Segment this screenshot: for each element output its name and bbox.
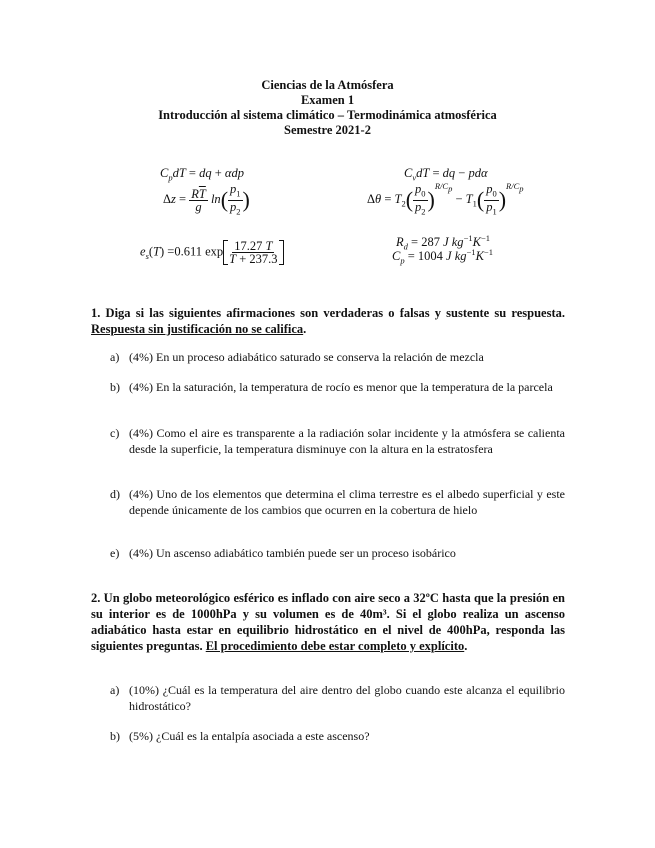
question-1-item-b — [110, 379, 565, 395]
item-text: (4%) Como el aire es transparente a la radiación solar incidente y la atmósfera se calienta desde la superficie, la temperatura disminuye con la altura en la estratosfera — [129, 426, 565, 456]
item-text: (4%) En la saturación, la temperatura de rocío es menor que la temperatura de la parcela — [129, 380, 553, 394]
formula-first-law-cp: $C_pdT$ = dq + αdp — [160, 166, 244, 183]
question-1-text: 1. Diga si las siguientes afirmaciones son verdaderas o falsas y sustente su respuesta. — [91, 306, 565, 320]
question-2-prompt: 2. Un globo meteorológico esférico es inflado con aire seco a 32ºC hasta que la presión en su interior es de 1000hPa y su volumen es de 40m³. Si el globo realiza un ascenso adiabático hasta estar en equilibrio hidrostático en el nivel de 400hPa, responda las siguientes preguntas. El procedimiento debe estar completo y explícito. — [91, 591, 565, 653]
exam-title: Examen 1 — [300, 93, 355, 107]
item-label: d) — [110, 487, 120, 501]
question-1-item-c — [110, 425, 565, 457]
item-text: (4%) Un ascenso adiabático también puede ser un proceso isobárico — [129, 546, 456, 560]
formula-potential-temperature: $\Delta\theta = T_2$( $\frac{p_0}{p_2}$ )$^{R/C_p} - T_1$( $\frac{p_0}{p_1}$ )$^{R/C_p}$ — [367, 180, 524, 216]
topic-title: Introducción al sistema climático – Termodinámica atmosférica — [158, 108, 497, 122]
semester-title: Semestre 2021-2 — [284, 123, 371, 137]
question-2-note: El procedimiento debe estar completo y explícito — [205, 639, 465, 653]
item-label: a) — [110, 350, 120, 364]
formula-cp-constant: $C_p = 1004$ J $kg^{-1}K^{-1}$ — [392, 247, 493, 266]
item-label: a) — [110, 683, 120, 697]
question-2-text: 2. Un globo meteorológico esférico es inflado con aire seco a 32ºC hasta que la presión en su interior es de 1000hPa y su volumen es de 40m³. Si el globo realiza un ascenso adiabático hasta estar en equilibrio hidrostático en el nivel de 400hPa, responda las siguientes preguntas. — [91, 591, 565, 653]
formula-hypsometric: Δz = $\frac{R\overline{T}}{g}$ ln( $\frac{p_1}{p_2}$ ) — [163, 182, 250, 216]
item-label: c) — [110, 426, 120, 440]
item-label: b) — [110, 380, 120, 394]
course-title: Ciencias de la Atmósfera — [261, 78, 394, 92]
question-1-note: Respuesta sin justificación no se califica — [91, 322, 304, 336]
item-label: b) — [110, 729, 120, 743]
formula-rd-constant: $R_d = 287$ J $kg^{-1}K^{-1}$ — [396, 233, 490, 252]
formula-saturation-vapor-pressure: $e_s(T) =0.611$ exp $\frac{17.27 T}{T + 237.3}$ — [140, 240, 284, 265]
question-1-prompt: 1. Diga si las siguientes afirmaciones son verdaderas o falsas y sustente su respuesta. Respuesta sin justificación no se califica. — [91, 306, 565, 336]
question-2-item-b — [110, 728, 565, 744]
item-text: (5%) ¿Cuál es la entalpía asociada a este ascenso? — [129, 729, 370, 743]
question-1-item-d — [110, 486, 565, 518]
question-1-item-e — [110, 545, 565, 561]
formula-first-law-cv: $C_vdT$ = dq − pdα — [404, 166, 488, 183]
item-text: (4%) Uno de los elementos que determina el clima terrestre es el albedo superficial y este depende únicamente de los cambios que ocurren en la cobertura de hielo — [129, 487, 565, 517]
question-1-item-a — [110, 349, 565, 365]
exam-header — [0, 78, 655, 138]
question-2-item-a — [110, 682, 565, 714]
item-text: (10%) ¿Cuál es la temperatura del aire dentro del globo cuando este alcanza el equilibrio hidrostático? — [129, 683, 565, 713]
item-text: (4%) En un proceso adiabático saturado se conserva la relación de mezcla — [129, 350, 484, 364]
item-label: e) — [110, 546, 120, 560]
